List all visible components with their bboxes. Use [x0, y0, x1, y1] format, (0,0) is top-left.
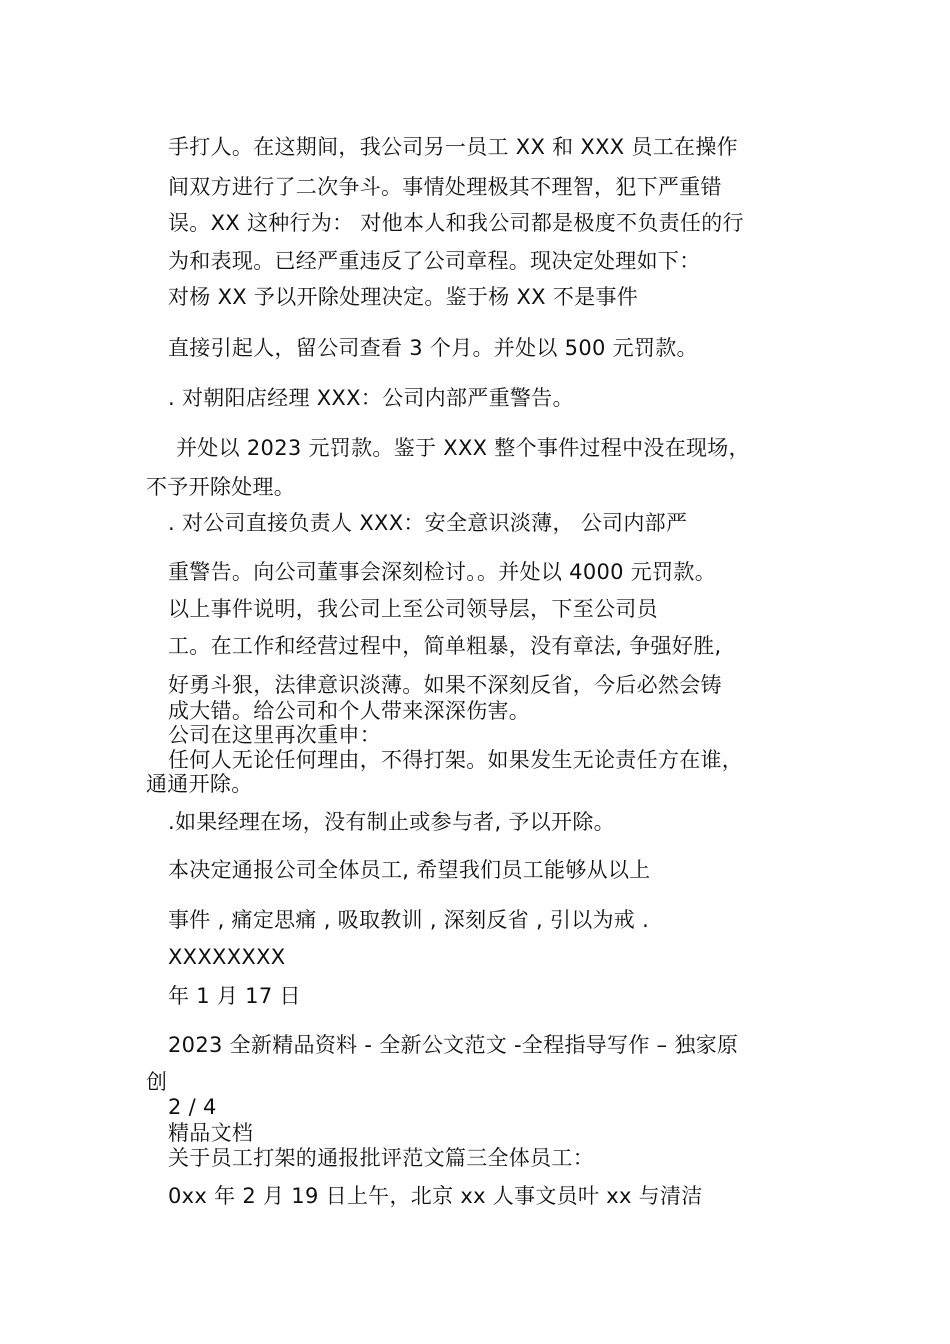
- text-line: 为和表现。已经严重违反了公司章程。现决定处理如下：: [168, 249, 701, 273]
- text-line: 精品文档: [168, 1121, 254, 1145]
- text-line: 公司在这里再次重申：: [168, 723, 381, 747]
- text-line: 工。在工作和经营过程中，简单粗暴，没有章法, 争强好胜,: [168, 634, 722, 658]
- text-line: 2023 全新精品资料 - 全新公文范文 -全程指导写作 – 独家原: [168, 1033, 739, 1057]
- text-line: 手打人。在这期间，我公司另一员工 XX 和 XXX 员工在操作: [168, 135, 738, 159]
- text-line: 通通开除。: [146, 772, 253, 796]
- text-line: . 对朝阳店经理 XXX：公司内部严重警告。: [168, 386, 574, 410]
- text-line: 直接引起人，留公司查看 3 个月。并处以 500 元罚款。: [168, 336, 698, 360]
- text-line: 0xx 年 2 月 19 日上午，北京 xx 人事文员叶 xx 与清洁: [168, 1184, 703, 1208]
- text-line: XXXXXXXX: [168, 945, 286, 969]
- text-line: 事件 , 痛定思痛 , 吸取教训 , 深刻反省 , 引以为戒 .: [168, 908, 650, 932]
- text-line: . 对公司直接负责人 XXX：安全意识淡薄， 公司内部严: [168, 511, 688, 535]
- text-line: 重警告。向公司董事会深刻检讨。。并处以 4000 元罚款。: [168, 560, 716, 584]
- text-line: 年 1 月 17 日: [168, 984, 301, 1008]
- text-line: 对杨 XX 予以开除处理决定。鉴于杨 XX 不是事件: [168, 285, 639, 309]
- text-line: 成大错。给公司和个人带来深深伤害。: [168, 699, 531, 723]
- text-line: 并处以 2023 元罚款。鉴于 XXX 整个事件过程中没在现场，: [176, 436, 750, 460]
- text-line: 以上事件说明，我公司上至公司领导层，下至公司员: [168, 597, 658, 621]
- text-line: 间双方进行了二次争斗。事情处理极其不理智，犯下严重错: [168, 175, 722, 199]
- text-line: .如果经理在场，没有制止或参与者, 予以开除。: [168, 810, 615, 834]
- text-line: 好勇斗狠，法律意识淡薄。如果不深刻反省，今后必然会铸: [168, 673, 722, 697]
- text-line: 创: [146, 1070, 168, 1094]
- text-line: 本决定通报公司全体员工, 希望我们员工能够从以上: [168, 858, 651, 882]
- text-line: 误。XX 这种行为： 对他本人和我公司都是极度不负责任的行: [168, 211, 744, 235]
- text-line: 任何人无论任何理由，不得打架。如果发生无论责任方在谁，: [168, 748, 744, 772]
- text-line: 不予开除处理。: [146, 475, 296, 499]
- section-heading: 关于员工打架的通报批评范文篇三全体员工：: [168, 1146, 594, 1170]
- page-number: 2 / 4: [168, 1095, 217, 1119]
